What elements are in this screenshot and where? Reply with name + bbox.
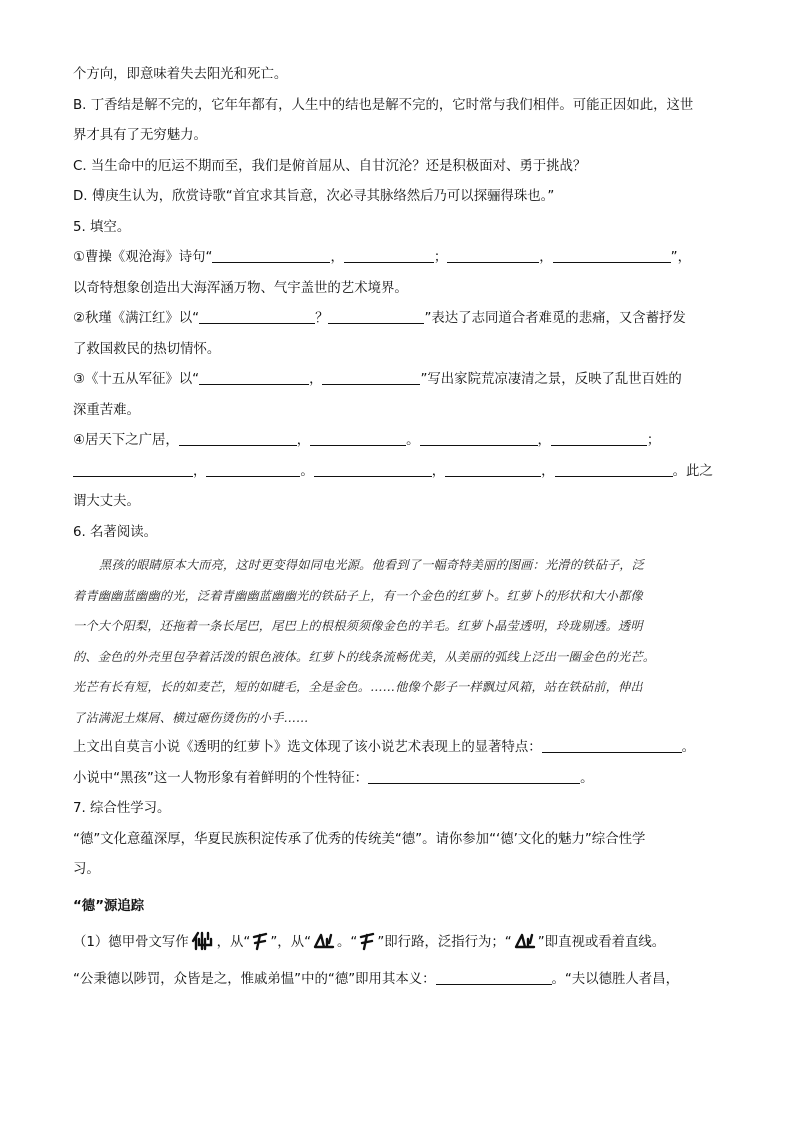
passage-line: 黑孩的眼睛原本大而亮，这时更变得如同电光源。他看到了一幅奇特美丽的图画：光滑的铁砧子，泛 — [99, 558, 645, 572]
punct: 。 — [300, 463, 314, 479]
question-6-sub-2 — [73, 764, 723, 795]
passage-line: 光芒有长有短，长的如麦芒，短的如睫毛，全是金色。……他像个影子一样飘过风箱，站在铁砧前，伸出 — [73, 680, 643, 694]
oracle-zhi-glyph-icon — [312, 929, 336, 951]
fill-item-2-continued: 了救国救民的热切情怀。 — [73, 341, 221, 357]
answer-blank[interactable] — [322, 370, 420, 385]
option-c: C. 当生命中的厄运不期而至，我们是俯首屈从、自甘沉沦？还是积极面对、勇于挑战？ — [73, 158, 587, 174]
question-text: （1）德甲骨文写作 — [73, 935, 189, 950]
punct: ， — [541, 463, 555, 479]
answer-blank[interactable] — [551, 431, 647, 446]
fill-item-3-prompt: ③《十五从军征》以“ — [73, 372, 200, 387]
text-line: 个方向，即意味着失去阳光和死亡。 — [73, 67, 288, 82]
punct: 。 — [406, 433, 420, 448]
part-1-text-2 — [73, 965, 723, 996]
answer-blank[interactable] — [555, 462, 673, 477]
punct: ， — [296, 433, 311, 448]
question-7-intro-continued: 习。 — [73, 862, 100, 877]
punct: ， — [431, 463, 446, 479]
question-text: 小说中“黑孩”这一人物形象有着鲜明的个性特征： — [73, 770, 369, 786]
answer-blank[interactable] — [420, 431, 538, 446]
question-text: ”，从“ — [270, 935, 312, 950]
section-heading: “德”源追踪 — [73, 898, 145, 914]
fill-item-1-continued: 以奇特想象创造出大海浑涵万物、气宇盖世的艺术境界。 — [73, 280, 408, 296]
punct: ， — [537, 433, 551, 448]
answer-blank[interactable] — [206, 462, 300, 477]
answer-blank[interactable] — [553, 248, 671, 263]
passage-line: 着青幽幽蓝幽幽的光，泛着青幽幽蓝幽幽光的铁砧子上，有一个金色的红萝卜。红萝卜的形状和大小都像 — [73, 588, 643, 603]
punct: ”表达了志同道合者难觅的悲痛，又含蓄抒发 — [424, 311, 686, 326]
question-text: 。“夫以德胜人者昌， — [551, 971, 679, 987]
answer-blank[interactable] — [314, 462, 432, 477]
punct: ， — [193, 463, 207, 479]
passage-line: 一个大个阳梨，还拖着一条长尾巴，尾巴上的根根须须像金色的羊毛。红萝卜晶莹透明，玲珑剔透。透明 — [73, 619, 643, 633]
question-6-sub-1 — [73, 733, 723, 764]
answer-blank[interactable] — [344, 248, 434, 263]
answer-blank[interactable] — [179, 431, 297, 446]
question-5-title: 5. 填空。 — [73, 219, 131, 235]
answer-blank[interactable] — [542, 738, 682, 753]
fill-item-1 — [73, 243, 723, 274]
fill-item-2 — [73, 304, 723, 335]
punct: 。 — [580, 770, 594, 786]
punct: ， — [539, 250, 553, 265]
document-page — [73, 60, 723, 995]
oracle-xing-glyph-icon — [358, 929, 376, 951]
oracle-de-glyph-icon — [190, 929, 216, 951]
question-text: 上文出自莫言小说《透明的红萝卜》选文体现了该小说艺术表现上的显著特点： — [73, 740, 542, 755]
fill-item-3-continued: 深重苦难。 — [73, 402, 140, 418]
part-1-text — [73, 928, 723, 959]
answer-blank[interactable] — [368, 769, 580, 784]
passage-line: 了沾满泥土煤屑、横过砸伤烫伤的小手…… — [73, 710, 309, 725]
punct: ”， — [670, 250, 691, 265]
question-text: ”即行路，泛指行为；“ — [377, 935, 512, 950]
fill-item-3 — [73, 365, 723, 396]
fill-item-4-continued: 谓大丈夫。 — [73, 494, 140, 509]
answer-blank[interactable] — [212, 248, 330, 263]
answer-blank[interactable] — [199, 370, 309, 385]
punct: ； — [433, 250, 448, 265]
fill-item-2-prompt: ②秋瑾《满江红》以“ — [73, 311, 200, 326]
answer-blank[interactable] — [328, 309, 424, 324]
question-text: ，从“ — [216, 935, 251, 950]
question-text: ”即直视或看着直线。 — [537, 935, 666, 950]
punct: ； — [646, 433, 661, 448]
option-b-continued: 界才具有了无穷魅力。 — [73, 128, 207, 143]
fill-item-4 — [73, 426, 723, 457]
answer-blank[interactable] — [199, 309, 315, 324]
answer-blank[interactable] — [310, 431, 406, 446]
fill-item-1-prompt: ①曹操《观沧海》诗句“ — [73, 250, 213, 265]
answer-blank[interactable] — [447, 248, 539, 263]
question-7-intro: “德”文化意蕴深厚，华夏民族积淀传承了优秀的传统美“德”。请你参加“‘德’文化的魅力”综合性学 — [73, 831, 646, 847]
question-7-title: 7. 综合性学习。 — [73, 801, 171, 816]
oracle-zhi-glyph-icon — [513, 929, 537, 951]
question-text: 。“ — [337, 935, 358, 950]
punct: ？ — [315, 311, 329, 326]
punct: ， — [309, 372, 323, 387]
punct: ， — [330, 250, 344, 265]
answer-blank[interactable] — [73, 462, 193, 477]
punct: 。 — [681, 740, 696, 755]
fill-item-4-line-2 — [73, 457, 723, 488]
answer-blank[interactable] — [436, 970, 552, 985]
option-d: D. 傅庚生认为，欣赏诗歌“首宜求其旨意，次必寻其脉络然后乃可以探骊得珠也。” — [73, 189, 555, 204]
answer-blank[interactable] — [445, 462, 541, 477]
option-b: B. 丁香结是解不完的，它年年都有，人生中的结也是解不完的，它时常与我们相伴。可能正因如此，这世 — [73, 97, 694, 113]
punct: 。此之 — [672, 463, 713, 479]
punct: ”写出家院荒凉凄清之景，反映了乱世百姓的 — [420, 372, 682, 387]
reading-passage — [73, 550, 723, 733]
passage-line: 的、金色的外壳里包孕着活泼的银色液体。红萝卜的线条流畅优美，从美丽的弧线上泛出一圈金色的光芒。 — [73, 649, 656, 664]
fill-item-4-prompt: ④居天下之广居， — [73, 433, 179, 448]
question-6-title: 6. 名著阅读。 — [73, 524, 157, 540]
oracle-xing-glyph-icon — [251, 929, 269, 951]
question-text: “公秉德以陟罚，众皆是之，惟戚弟愠”中的“德”即用其本义： — [73, 971, 436, 987]
